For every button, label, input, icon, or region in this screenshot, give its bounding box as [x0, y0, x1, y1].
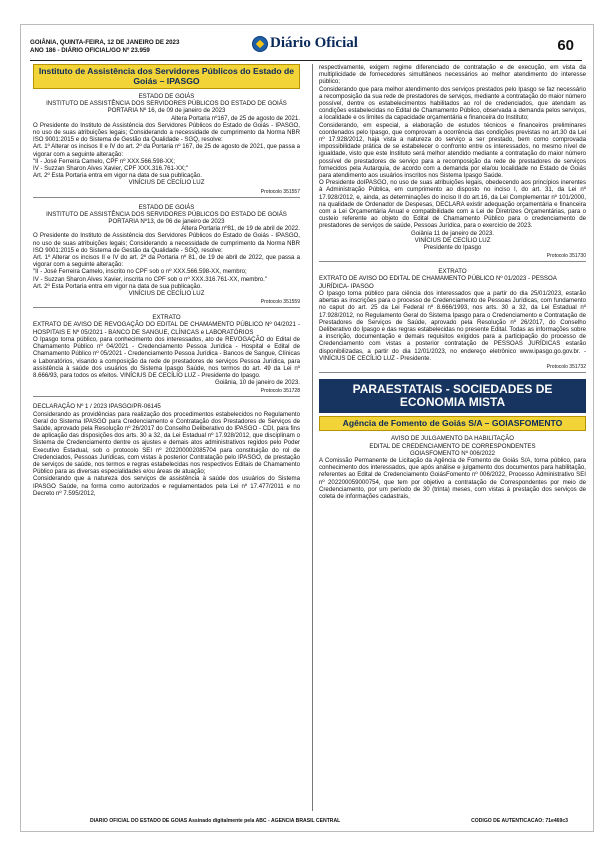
extrato-title: EXTRATO DE AVISO DO EDITAL DE CHAMAMENTO PÚBLICO Nº 01/2023 - PESSOA JURÍDICA- IPASGO [319, 275, 557, 290]
extrato-label: EXTRATO [438, 268, 467, 276]
signature: VINÍCIUS DE CECÍLIO LUZ [414, 236, 491, 244]
protocol-number: Protocolo 351557 [33, 189, 300, 198]
header-divider [30, 60, 582, 61]
header-title: Diário Oficial [270, 35, 358, 51]
left-column [33, 64, 300, 497]
paragraph: Art. 2º Esta Portaria entra em vigor na data de sua publicação. [33, 282, 202, 290]
paragraph: Art. 2º Esta Portaria entra em vigor na data de sua publicação. [33, 172, 202, 180]
section-title-ipasgo: Instituto de Assistência dos Servidores Públicos do Estado de Goiás – IPASGO [33, 64, 300, 89]
paragraph: Considerando que para melhor atendimento dos serviços prestados pelo Ipasgo se faz necessário a recomposição da sua rede de prestadores de serviços, mediante a contratação do maior número possível, dentre os estabelecimentos habilitados ao rol de credenciados, que atendam as condições estabelecidas no Edital de Chamamento Público, observada a demanda pelos serviços, a localidade e os limites da capacidade orçamentária e financeira do Instituto; [319, 85, 586, 122]
paragraph: Art. 1º Alterar os incisos II e IV do art. 2º da Portaria nº 81, de 19 de abril de 2022, que passa a vigorar com a seguinte alteração: [33, 254, 300, 269]
protocol-number: Protocolo 351732 [319, 364, 586, 373]
footer-signature-note: DIARIO OFICIAL DO ESTADO DE GOIAS Assinado digitalmente pela ABC - AGENCIA BRASIL CENTRAL [90, 818, 341, 824]
header-edition: ANO 186 - DIÁRIO OFICIAL/GO Nº 23.959 [30, 47, 150, 54]
paragraph: Considerando as providências para realização dos procedimentos estabelecidos no Regulamento Geral do Sistema IPASGO para Credenciamento e Contratação dos Prestadores de Serviços de Saúde, aprovado pela Resolução nº 26/2017 do Conselho Deliberativo do IPASGO - CDI, para fins de aplicação das disposições dos arts. 30 a 32, da Lei Estadual nº 17.928/2012, que disciplinam o Sistema de Credenciamento dentre os ajustes e demais atos administrativos regidos pelo Poder Executivo Estadual, sob o protocolo SEI nº 202200002085704 para constituição do rol de Credenciados, Pessoas Jurídicas, com vistas à posterior Contratação pelo IPASGO, de prestação de serviços de saúde, nos termos e regras estabelecidas nos respectivos Editais de Chamamento Público para as diversas especialidades e/ou áreas de atuação; [33, 410, 300, 476]
portaria-13 [33, 204, 300, 309]
paragraph: O Presidente do Instituto de Assistência dos Servidores Públicos do Estado de Goiás - IPASGO, no uso de suas atribuições legais; Considerando a necessidade de cumprimento da Norma NBR ISO 9001:2015 e do Sistema de Gestão da Qualidade - SGQ, resolve: [33, 121, 300, 144]
signature-role: Presidente do Ipasgo [423, 244, 482, 252]
aviso-julgamento [319, 435, 586, 500]
paragraph: Art. 1º Alterar os incisos II e IV do art. 2º da Portaria nº 167, de 25 de agosto de 2021, que passa a vigorar com a seguinte alteração: [33, 143, 300, 158]
aviso-number: GOIASFOMENTO Nº 006/2022 [409, 449, 496, 457]
extrato-title: EXTRATO DE AVISO DE REVOGAÇÃO DO EDITAL DE CHAMAMENTO PÚBLICO Nº 04/2021 - HOSPITAIS E Nº 05/2021 - BANCO DE SANGUE, CLÍNICAS e LABORATÓRIOS [33, 321, 300, 336]
paragraph: Considerando que a natureza dos serviços de assistência à saúde dos usuários do Sistema IPASGO Saúde, na forma como autorizados e regulamentados pela Lei nº 17.477/2011 e no Decreto nº 7.595/2012, [33, 475, 300, 497]
portaria-alters: Altera Portaria nº167, de 25 de agosto de 2021. [171, 114, 300, 122]
paragraph: O Presidente do Instituto de Assistência dos Servidores Públicos do Estado de Goiás - IPASGO, no uso de suas atribuições legais; Considerando a necessidade de cumprimento da Norma NBR ISO 9001:2015 e do Sistema de Gestão da Qualidade - SGQ, resolve: [33, 232, 300, 254]
paragraph: Considerando, em especial, a elaboração de estudos técnicos e financeiros preliminares coordenados pelo Ipasgo, que comprovam a ocorrência das condições previstas no art.30 da Lei nº 17.928/2012, haja vista a natureza do serviço a ser prestado, bem como comprovada impossibilidade prática de se estabelecer o confronto entre os interessados, no mesmo nível de igualdade, visto que este Instituto será melhor atendido mediante a contratação do maior número possível de prestadores de serviço para a recomposição da rede de prestadores de serviços fornecidos pela Autarquia, de acordo com a demanda por ela/ou localidade no Estado de Goiás para atendimento aos usuários inscritos nos Sistema Ipasgo Saúde. [319, 121, 586, 180]
portaria-alters: Altera Portaria nº81, de 19 de abril de 2022. [181, 225, 300, 233]
paragraph: respectivamente, exigem regime diferenciado de contratação e de execução, em vista da multiplicidade de fornecedores simultâneos necessários ao melhor atendimento do interesse público; [319, 64, 586, 86]
place-date: Goiânia 11 de janeiro de 2023. [411, 229, 494, 237]
state-line: ESTADO DE GOIÁS [138, 203, 195, 211]
header-date: GOIÂNIA, QUINTA-FEIRA, 12 DE JANEIRO DE 2023 [30, 39, 180, 46]
org-line: INSTITUTO DE ASSISTÊNCIA DOS SERVIDORES PÚBLICOS DO ESTADO DE GOIÁS [46, 100, 287, 108]
paragraph: O Presidente doIPASGO, no uso de suas atribuições legais, obedecendo aos princípios inerentes à Administração Pública, em cumprimento ao disposto no inciso I, do art. 31, da Lei nº 17.928/2012, e, ainda, as determinações do inciso II do art.16, da Lei Complementar nº 101/2000, na qualidade de Ordenador de Despesas, DECLARA existir adequação orçamentária e financeira com a Lei Orçamentária Anual e compatibilidade com a Lei de Diretrizes Orçamentárias, para o custeio referente ao objeto do Edital de Chamamento Público para o credenciamento de prestadores de serviços de saúde, Pessoas Jurídica, para o exercício de 2023. [319, 179, 586, 230]
paragraph: "II - José Ferreira Camelo, CPF nº XXX.566.598-XX; [33, 157, 175, 165]
signature: VINÍCIUS DE CECÍLIO LUZ [128, 179, 205, 187]
aviso-subtitle: EDITAL DE CREDENCIAMENTO DE CORRESPONDENTES [369, 442, 536, 450]
portaria-title: PORTARIA Nº 16, de 09 de janeiro de 2023 [107, 107, 226, 115]
paragraph: "II - José Ferreira Camelo, inscrito no CPF sob o nº XXX.566.598-XX, membro; [33, 268, 247, 276]
coat-of-arms-icon [252, 36, 268, 52]
column-divider [312, 64, 313, 811]
state-line: ESTADO DE GOIÁS [138, 93, 195, 100]
protocol-number: Protocolo 351728 [33, 388, 300, 397]
portaria-16 [33, 93, 300, 198]
section-title-paraestatais: PARAESTATAIS - SOCIEDADES DE ECONOMIA MISTA [319, 379, 586, 413]
extrato-edital [319, 268, 586, 373]
right-column [319, 64, 586, 500]
place-date: Goiânia, 10 de janeiro de 2023. [214, 379, 300, 387]
section-title-goiasfomento: Agência de Fomento de Goiás S/A – GOIASFOMENTO [319, 416, 586, 432]
declaracao [33, 403, 300, 497]
paragraph: O Ipasgo torna público para ciência dos interessados que a partir do dia 25/01/2023, estarão abertas as inscrições para o processo de Credenciamento de Pessoas Jurídicas, com fundamento no caput do art. 25 da Lei Federal nº 8.666/1993, nos arts. 30 a 32, da Lei Estadual nº 17.928/2012, no Regulamento Geral do Sistema Ipasgo para o Credenciamento e Contratação de Prestadores de Serviços de Saúde, aprovado pela Resolução nº 26/2017, do Conselho Deliberativo do Ipasgo e das regras estabelecidas no presente Edital. Todas as informações sobre a inscrição, documentação e demais requisitos exigidos para a participação do processo de Credenciamento com vistas a posterior contratação de PESSOAS JURÍDICAS estarão disponibilizadas, a partir do dia 12/01/2023, no endereço eletrônico www.ipasgo.go.gov.br. - VINÍCIUS DE CECÍLIO LUZ - Presidente. [319, 289, 586, 362]
paragraph: IV - Suzzan Sharon Alves Xavier, CPF XXX.316.761-XX;" [33, 165, 188, 173]
footer-auth-code: CODIGO DE AUTENTICACAO: 71e469c3 [471, 818, 568, 824]
protocol-number: Protocolo 351730 [319, 253, 586, 262]
extrato-revogacao [33, 314, 300, 397]
signature: VINÍCIUS DE CECÍLIO LUZ [128, 290, 205, 298]
paragraph: A Comissão Permanente de Licitação da Agência de Fomento de Goiás S/A, torna público, para conhecimento dos interessados, que após análise e julgamento dos documentos para habilitação, referentes ao Edital de Credenciamento GoiásFomento nº 006/2022, Processo Administrativo SEI nº 202200059000754, que tem por objetivo a contratação de Correspondentes por meio de Credenciamento, por um período de 30 (trinta) meses, com vistas à prestação dos serviços de coleta de informações cadastrais, [319, 457, 586, 501]
aviso-title: AVISO DE JULGAMENTO DA HABILITAÇÃO [391, 435, 514, 443]
page-header [30, 33, 582, 63]
paragraph: O Ipasgo torna público, para conhecimento dos interessados, ato de REVOGAÇÃO do Edital de Chamamento Público nº 04/2021 - Credenciamento Pessoa Jurídica - Hospital e Edital de Chamamento Público nº 05/2021 - Credenciamento Pessoa Jurídica - Bancos de Sangue, Clínicas e Laboratórios, visando a composição da rede de prestadores de serviços Pessoa Jurídica, para assistência à saúde dos usuários do Sistema Ipasgo Saúde, nos termos do art. 49 da Lei nº 8.666/93, para todos os efeitos. VINÍCIUS DE CECÍLIO LUZ - Presidente do Ipasgo. [33, 335, 300, 379]
page-number: 60 [557, 37, 574, 54]
protocol-number: Protocolo 351559 [33, 299, 300, 308]
org-line: INSTITUTO DE ASSISTÊNCIA DOS SERVIDORES PÚBLICOS DO ESTADO DE GOIÁS [46, 210, 287, 218]
portaria-title: PORTARIA Nº13, de 06 de janeiro de 2023 [108, 218, 225, 226]
extrato-label: EXTRATO [152, 314, 181, 322]
paragraph: IV - Suzzan Sharon Alves Xavier, inscrita no CPF sob o nº XXX.316.761-XX, membro." [33, 275, 268, 283]
header-dateline [30, 39, 179, 55]
declaracao-title: DECLARAÇÃO Nº 1 / 2023 IPASGO/PR-06145 [33, 403, 161, 411]
